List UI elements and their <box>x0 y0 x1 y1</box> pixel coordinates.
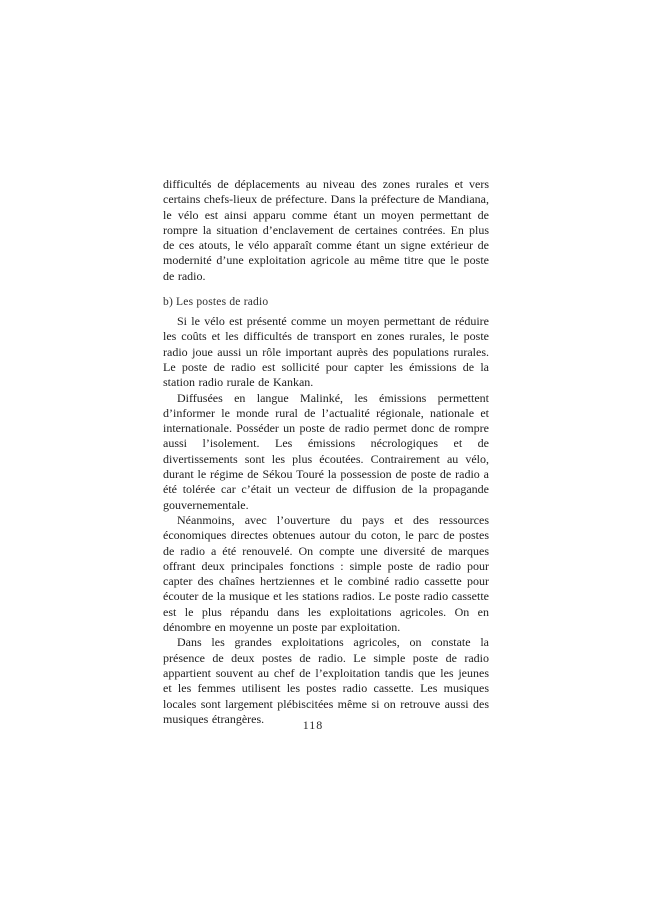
text-block <box>163 177 489 727</box>
body-paragraph: Dans les grandes exploitations agricoles, on constate la présence de deux postes de radio. Le simple poste de radio appartient souvent au chef de l’exploitation tandis que les jeunes et les femmes utilisent les postes radio cassette. Les musiques locales sont largement plébiscitées même si on retrouve aussi des musiques étrangères. <box>163 635 489 726</box>
body-paragraph-continuation: difficultés de déplacements au niveau des zones rurales et vers certains chefs-lieux de préfecture. Dans la préfecture de Mandiana, le vélo est ainsi apparu comme étant un moyen permettant de rompre la situation d’enclavement de certaines contrées. En plus de ces atouts, le vélo apparaît comme étant un signe extérieur de modernité d’une exploitation agricole au même titre que le poste de radio. <box>163 177 489 283</box>
body-paragraph: Néanmoins, avec l’ouverture du pays et des ressources économiques directes obtenues autour du coton, le parc de postes de radio a été renouvelé. On compte une diversité de marques offrant deux principales fonctions : simple poste de radio pour capter des chaînes hertziennes et le combiné radio cassette pour écouter de la musique et les stations radios. Le poste radio cassette est le plus répandu dans les exploitations agricoles. On en dénombre en moyenne un poste par exploitation. <box>163 512 489 635</box>
page-number: 118 <box>302 718 324 732</box>
body-paragraph: Si le vélo est présenté comme un moyen permettant de réduire les coûts et les difficultés de transport en zones rurales, le poste radio joue aussi un rôle important auprès des populations rurales. Le poste de radio est sollicité pour capter les émissions de la station radio rurale de Kankan. <box>163 314 489 390</box>
section-heading: b) Les postes de radio <box>163 296 269 309</box>
body-paragraph: Diffusées en langue Malinké, les émissions permettent d’informer le monde rural de l’actualité régionale, nationale et internationale. Posséder un poste de radio permet donc de rompre aussi l’isolement. Les émissions nécrologiques et de divertissements sont les plus écoutées. Contrairement au vélo, durant le régime de Sékou Touré la possession de poste de radio a été tolérée car c’était un vecteur de diffusion de la propagande gouvernementale. <box>163 390 489 512</box>
